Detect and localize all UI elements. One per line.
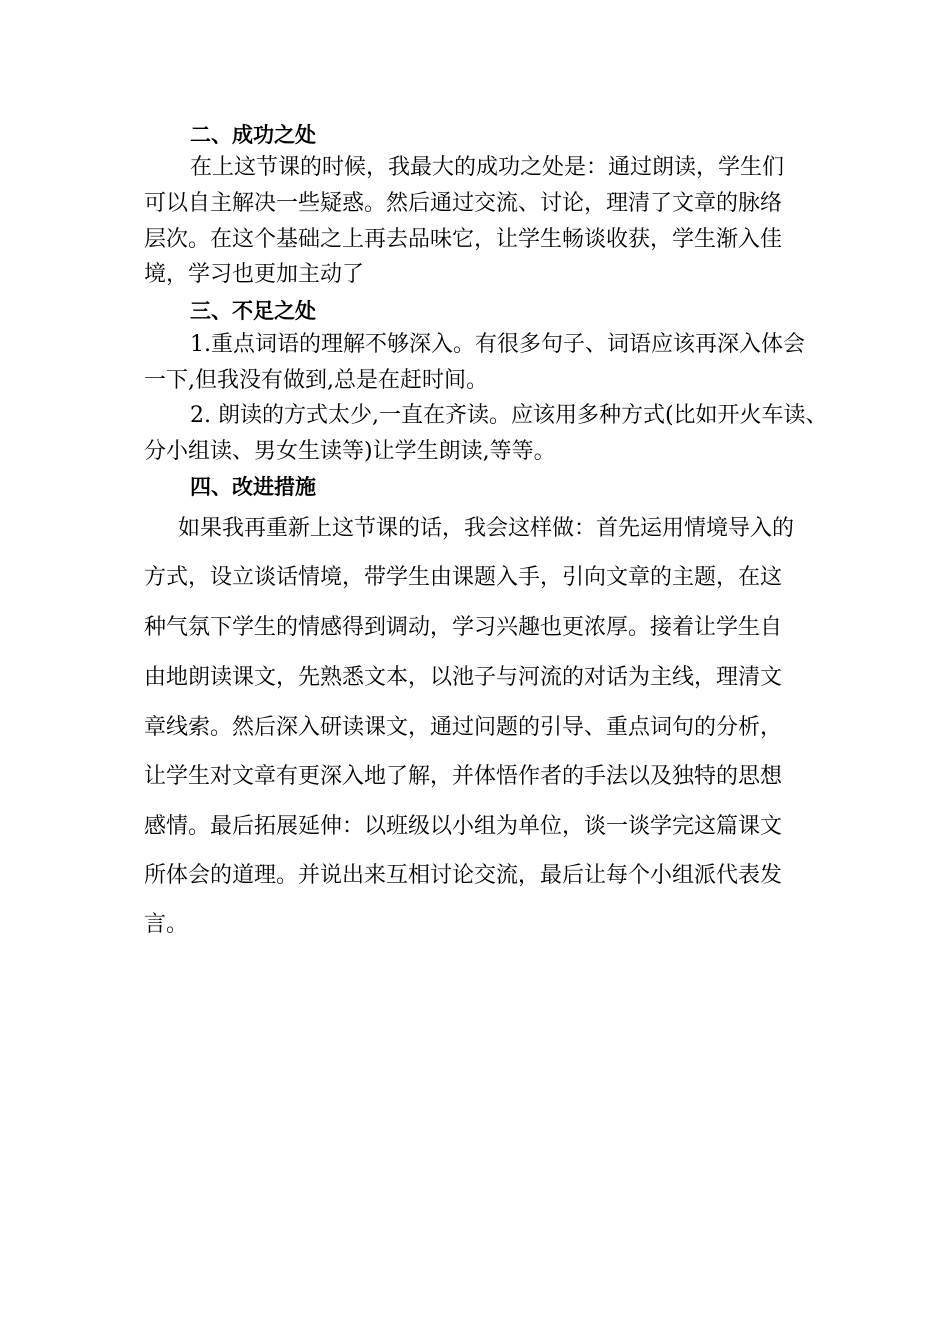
- paragraph-line: 所体会的道理。并说出来互相讨论交流，最后让每个小组派代表发: [144, 863, 783, 888]
- paragraph-line: 感情。最后拓展延伸：以班级以小组为单位，谈一谈学完这篇课文: [144, 814, 783, 839]
- paragraph-line: 在上这节课的时候，我最大的成功之处是：通过朗读，学生们: [190, 155, 785, 180]
- paragraph-line: 方式，设立谈话情境，带学生由课题入手，引向文章的主题，在这: [144, 565, 783, 590]
- section-heading-success: 二、成功之处: [190, 123, 316, 147]
- paragraph-line: 1.重点词语的理解不够深入。有很多句子、词语应该再深入体会: [190, 332, 805, 357]
- paragraph-line: 让学生对文章有更深入地了解，并体悟作者的手法以及独特的思想: [144, 764, 783, 789]
- section-heading-improvements: 四、改进措施: [190, 475, 316, 499]
- paragraph-line: 2. 朗读的方式太少,一直在齐读。应该用多种方式(比如开火车读、: [190, 403, 828, 428]
- paragraph-line: 境，学习也更加主动了: [144, 262, 365, 287]
- paragraph-line: 一下,但我没有做到,总是在赶时间。: [144, 368, 488, 393]
- paragraph-line: 层次。在这个基础之上再去品味它，让学生畅谈收获，学生渐入佳: [144, 227, 783, 252]
- section-heading-shortcomings: 三、不足之处: [190, 299, 316, 323]
- paragraph-line: 由地朗读课文，先熟悉文本，以池子与河流的对话为主线，理清文: [144, 665, 783, 690]
- paragraph-line: 种气氛下学生的情感得到调动，学习兴趣也更浓厚。接着让学生自: [144, 615, 783, 640]
- paragraph-line: 如果我再重新上这节课的话，我会这样做：首先运用情境导入的: [178, 516, 795, 541]
- paragraph-line: 言。: [144, 912, 189, 937]
- paragraph-line: 章线索。然后深入研读课文，通过问题的引导、重点词句的分析，: [144, 715, 783, 740]
- paragraph-line: 分小组读、男女生读等)让学生朗读,等等。: [144, 439, 556, 464]
- paragraph-line: 可以自主解决一些疑惑。然后通过交流、讨论，理清了文章的脉络: [144, 191, 783, 216]
